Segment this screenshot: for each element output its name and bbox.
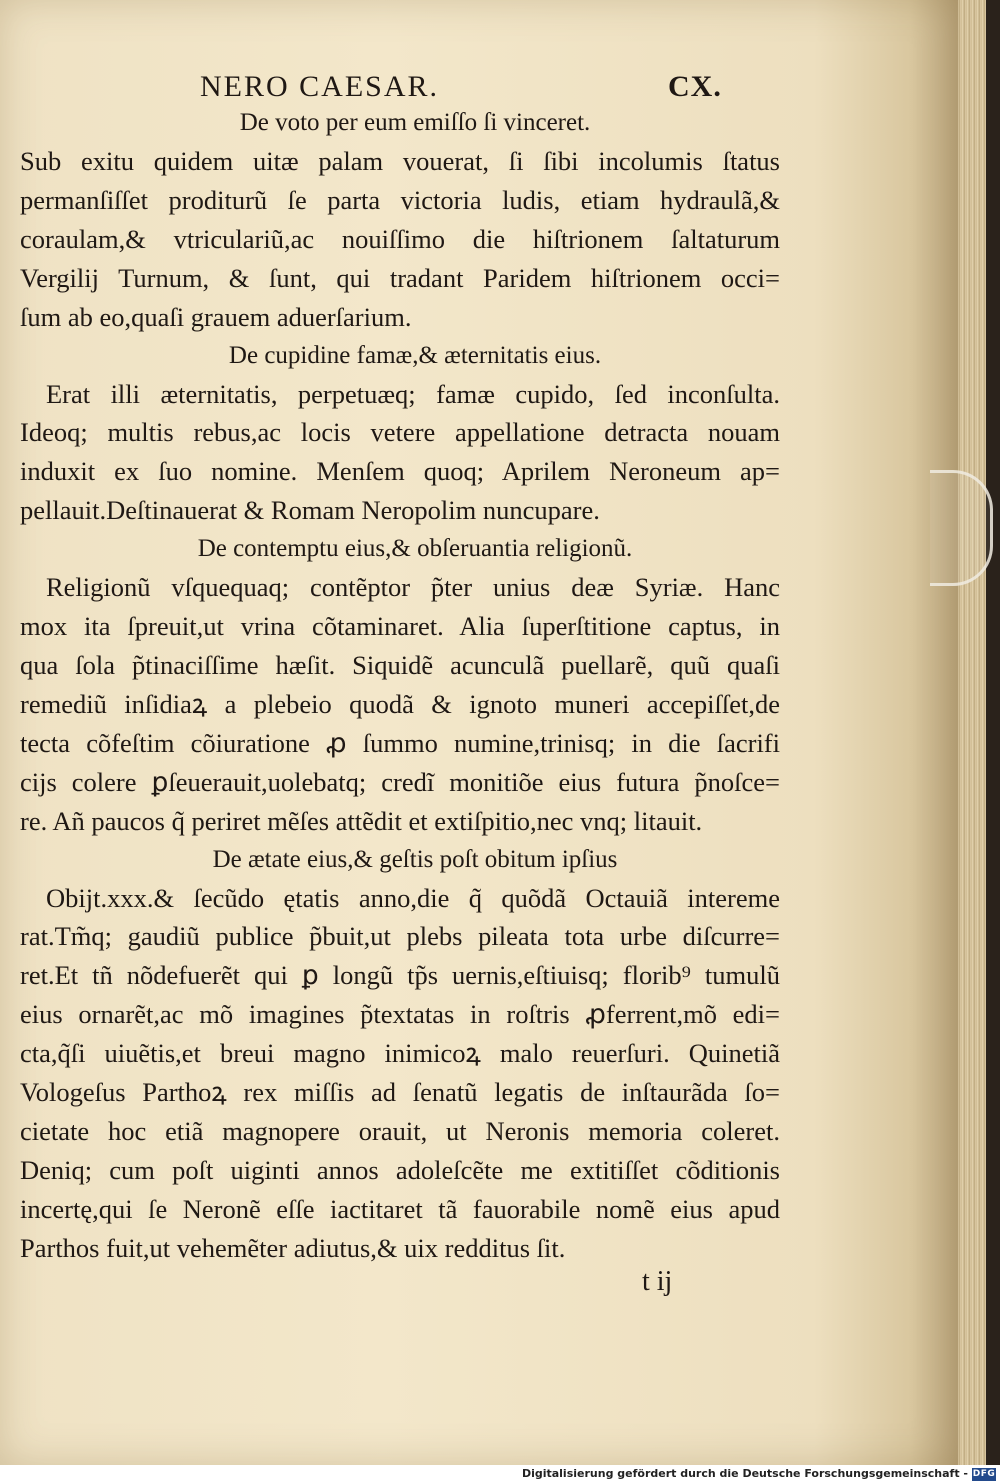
text-line: rat.Tm̃q; gaudiũ publice p̃buit,ut plebs pileata tota urbe diſcurre=: [20, 921, 780, 952]
digitization-credit: Digitalisierung gefördert durch die Deutsche Forschungsgemeinschaft -: [521, 1467, 968, 1480]
running-head: [20, 60, 780, 104]
section: [20, 104, 780, 337]
text-line: ſum ab eo,quaſi grauem aduerſarium.: [20, 301, 412, 332]
text-line: eius ornarẽt,ac mõ imagines p̃textatas in roſtris ꝓferrent,mõ edi=: [20, 999, 780, 1030]
page-clip: [930, 470, 993, 586]
text-line: permanſiſſet proditurũ ſe parta victoria ludis, etiam hydraulã,&: [20, 184, 780, 215]
text-line: Vergilij Turnum, & ſunt, qui tradant Paridem hiſtrionem occi=: [20, 262, 780, 293]
text-line: Erat illi æternitatis, perpetuæq; famæ cupido, ſed inconſulta.: [46, 378, 780, 409]
text-line: tecta cõfeſtim cõiuratione ꝓ ſummo numine,trinisq; in die ſacrifi: [20, 727, 780, 758]
text-line: cijs colere ꝑſeuerauit,uolebatq; credĩ monitiõe eius futura p̃noſce=: [20, 766, 780, 797]
section-heading: De contemptu eius,& obſeruantia religionũ.: [197, 535, 633, 563]
text-line: Deniq; cum poſt uiginti annos adoleſcẽte me extitiſſet cõditionis: [20, 1154, 780, 1185]
text-line: remediũ inſidiaꝝ a plebeio quodã & ignoto muneri accepiſſet,de: [20, 688, 780, 719]
page-text: [20, 60, 780, 1268]
text-line: Ideoq; multis rebus,ac locis vetere appellatione detracta nouam: [20, 417, 780, 448]
signature-mark: t ij: [642, 1266, 673, 1297]
text-line: mox ita ſpreuit,ut vrina cõtaminaret. Alia ſuperſtitione captus, in: [20, 611, 780, 642]
text-line: Vologeſus Parthoꝝ rex miſſis ad ſenatũ legatis de inſtaurãda ſo=: [20, 1077, 780, 1108]
text-line: Sub exitu quidem uitæ palam vouerat, ſi ſibi incolumis ſtatus: [20, 146, 780, 176]
text-line: ret.Et tñ nõdefuerẽt qui ꝑ longũ tp̃s uernis,eſtiuisq; florib⁹ tumulũ: [20, 960, 780, 991]
section: [20, 841, 780, 1268]
text-line: re. Añ paucos q̃ periret mẽſes attẽdit et extiſpitio,nec vnq; litauit.: [20, 805, 703, 836]
text-line: cta,q̃ſi uiuẽtis,et breui magno inimicoꝝ malo reuerſuri. Quinetiã: [20, 1038, 780, 1069]
text-line: Obijt.xxx.& ſecũdo ętatis anno,die q̃ quõdã Octauiã intereme: [46, 882, 780, 913]
text-line: qua ſola p̃tinaciſſime hæſit. Siquidẽ acunculã puellarẽ, quũ quaſi: [20, 649, 780, 680]
section: [20, 530, 780, 840]
text-line: induxit ex ſuo nomine. Menſem quoq; Aprilem Neroneum ap=: [20, 456, 780, 487]
text-line: cietate hoc etiã magnopere orauit, ut Neronis memoria coleret.: [20, 1115, 780, 1146]
text-line: Religionũ vſquequaq; contẽptor p̃ter unius deæ Syriæ. Hanc: [46, 572, 780, 603]
text-line: coraulam,& vtriculariũ,ac nouiſſimo die hiſtrionem ſaltaturum: [20, 223, 780, 254]
dfg-logo: DFG: [972, 1469, 996, 1479]
text-line: Parthos fuit,ut vehemẽter adiutus,& uix redditus ſit.: [20, 1232, 566, 1263]
running-title: NERO CAESAR.: [200, 70, 440, 103]
section: [20, 337, 780, 531]
section-heading: De cupidine famæ,& æternitatis eius.: [228, 341, 602, 369]
section-heading: De voto per eum emiſſo ſi vinceret.: [239, 109, 591, 136]
section-heading: De ætate eius,& geſtis poſt obitum ipſius: [212, 845, 618, 873]
text-line: incertę,qui ſe Neronẽ eſſe iactitaret tã fauorabile nomẽ eius apud: [20, 1193, 780, 1224]
folio-number: CX.: [668, 70, 722, 103]
text-line: pellauit.Deſtinauerat & Romam Neropolim nuncupare.: [20, 495, 600, 526]
